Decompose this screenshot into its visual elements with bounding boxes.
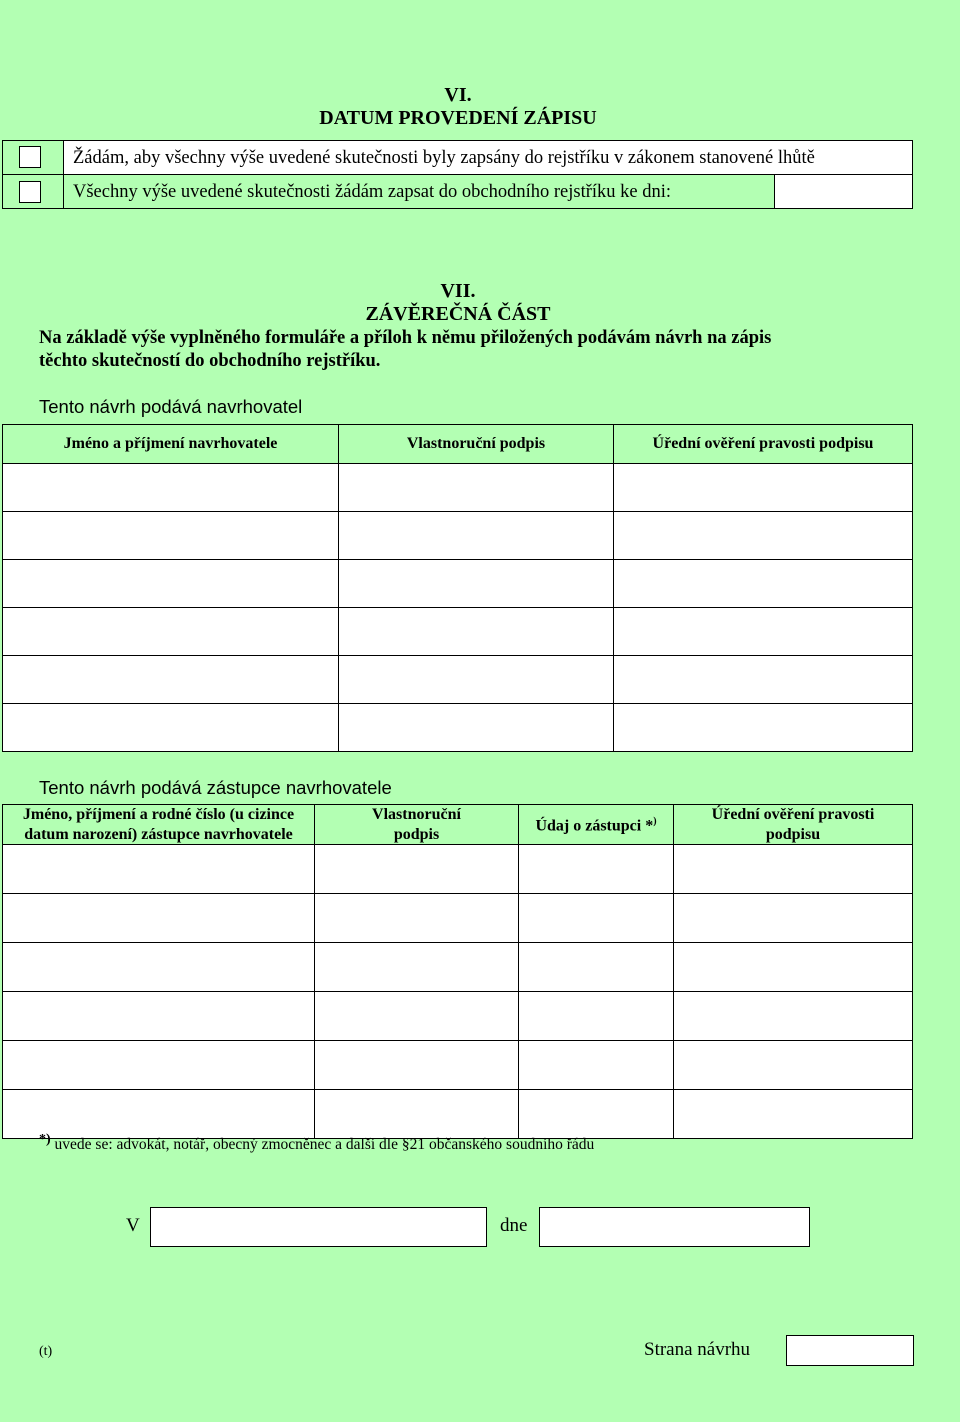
date-field[interactable] [774, 174, 913, 209]
option-2-checkbox[interactable] [19, 181, 41, 203]
table-1-cell[interactable] [613, 607, 913, 656]
table-1-caption: Tento návrh podává navrhovatel [39, 396, 303, 417]
date-input[interactable] [539, 1207, 810, 1247]
table-2-cell[interactable] [518, 1040, 674, 1090]
table-2-cell[interactable] [2, 1040, 315, 1090]
table-2-cell[interactable] [673, 1089, 913, 1139]
table-2-cell[interactable] [2, 991, 315, 1041]
table-2-cell[interactable] [673, 991, 913, 1041]
table-1-cell[interactable] [338, 463, 614, 512]
table-2-cell[interactable] [518, 1089, 674, 1139]
intro-text: Na základě výše vyplněného formuláře a příloh k němu přiložených podávám návrh na zápis těchto skutečností do obchodního rejstříku. [39, 328, 772, 371]
table-1-cell[interactable] [2, 559, 339, 608]
table-1-cell[interactable] [2, 703, 339, 752]
table-1-cell[interactable] [613, 463, 913, 512]
table-1-cell[interactable] [338, 511, 614, 560]
table-2-cell[interactable] [518, 844, 674, 894]
table-1-header-signature: Vlastnoruční podpis [338, 424, 614, 464]
table-2-header-signature: Vlastnoruční podpis [314, 804, 519, 845]
table-2-cell[interactable] [518, 991, 674, 1041]
table-1-cell[interactable] [338, 607, 614, 656]
table-2-cell[interactable] [2, 844, 315, 894]
footnote-text: uvede se: advokát, notář, obecný zmocněnec a další dle §21 občanského soudního řádu [54, 1136, 595, 1153]
table-2-header-verification: Úřední ověření pravosti podpisu [673, 804, 913, 845]
table-2-cell[interactable] [2, 942, 315, 992]
table-2-cell[interactable] [314, 991, 519, 1041]
table-1-header-name: Jméno a příjmení navrhovatele [2, 424, 339, 464]
place-input[interactable] [150, 1207, 487, 1247]
date-label: dne [500, 1215, 528, 1236]
table-2-cell[interactable] [314, 893, 519, 943]
table-1-cell[interactable] [2, 511, 339, 560]
table-1-cell[interactable] [338, 655, 614, 704]
footnote [39, 1132, 595, 1154]
table-2-cell[interactable] [673, 844, 913, 894]
table-1-cell[interactable] [2, 655, 339, 704]
table-2-cell[interactable] [314, 844, 519, 894]
table-1-cell[interactable] [2, 607, 339, 656]
option-1-checkbox[interactable] [19, 146, 41, 168]
place-label: V [126, 1215, 140, 1236]
table-2-cell[interactable] [518, 942, 674, 992]
option-1-label: Žádám, aby všechny výše uvedené skutečnosti byly zapsány do rejstříku v zákonem stanovené lhůtě [73, 148, 815, 168]
section-7-number: VII. [440, 280, 476, 302]
footnote-mark: *) [39, 1132, 51, 1147]
table-2-cell[interactable] [2, 893, 315, 943]
table-2-cell[interactable] [314, 1040, 519, 1090]
table-1-cell[interactable] [338, 703, 614, 752]
table-2-cell[interactable] [673, 1040, 913, 1090]
table-1-cell[interactable] [613, 511, 913, 560]
page-number-input[interactable] [786, 1335, 914, 1366]
table-2-cell[interactable] [673, 942, 913, 992]
section-6-title: DATUM PROVEDENÍ ZÁPISU [319, 107, 597, 129]
table-1-header-verification: Úřední ověření pravosti podpisu [613, 424, 913, 464]
table-1-cell[interactable] [613, 559, 913, 608]
table-1-cell[interactable] [2, 463, 339, 512]
table-2-caption: Tento návrh podává zástupce navrhovatele [39, 777, 392, 798]
table-2-cell[interactable] [518, 893, 674, 943]
option-2-label: Všechny výše uvedené skutečnosti žádám zapsat do obchodního rejstříku ke dni: [73, 182, 672, 202]
table-1-cell[interactable] [613, 703, 913, 752]
form-code: (t) [39, 1344, 53, 1359]
table-2-cell[interactable] [314, 1089, 519, 1139]
section-7-title: ZÁVĚREČNÁ ČÁST [365, 303, 551, 325]
table-2-cell[interactable] [673, 893, 913, 943]
table-1-cell[interactable] [613, 655, 913, 704]
page-label: Strana návrhu [644, 1339, 751, 1360]
table-1-cell[interactable] [338, 559, 614, 608]
table-2-cell[interactable] [314, 942, 519, 992]
table-2-header-name: Jméno, příjmení a rodné číslo (u cizince datum narození) zástupce navrhovatele [2, 804, 315, 845]
section-6-number: VI. [444, 84, 472, 106]
table-2-header-representative: Údaj o zástupci *) [518, 804, 674, 845]
